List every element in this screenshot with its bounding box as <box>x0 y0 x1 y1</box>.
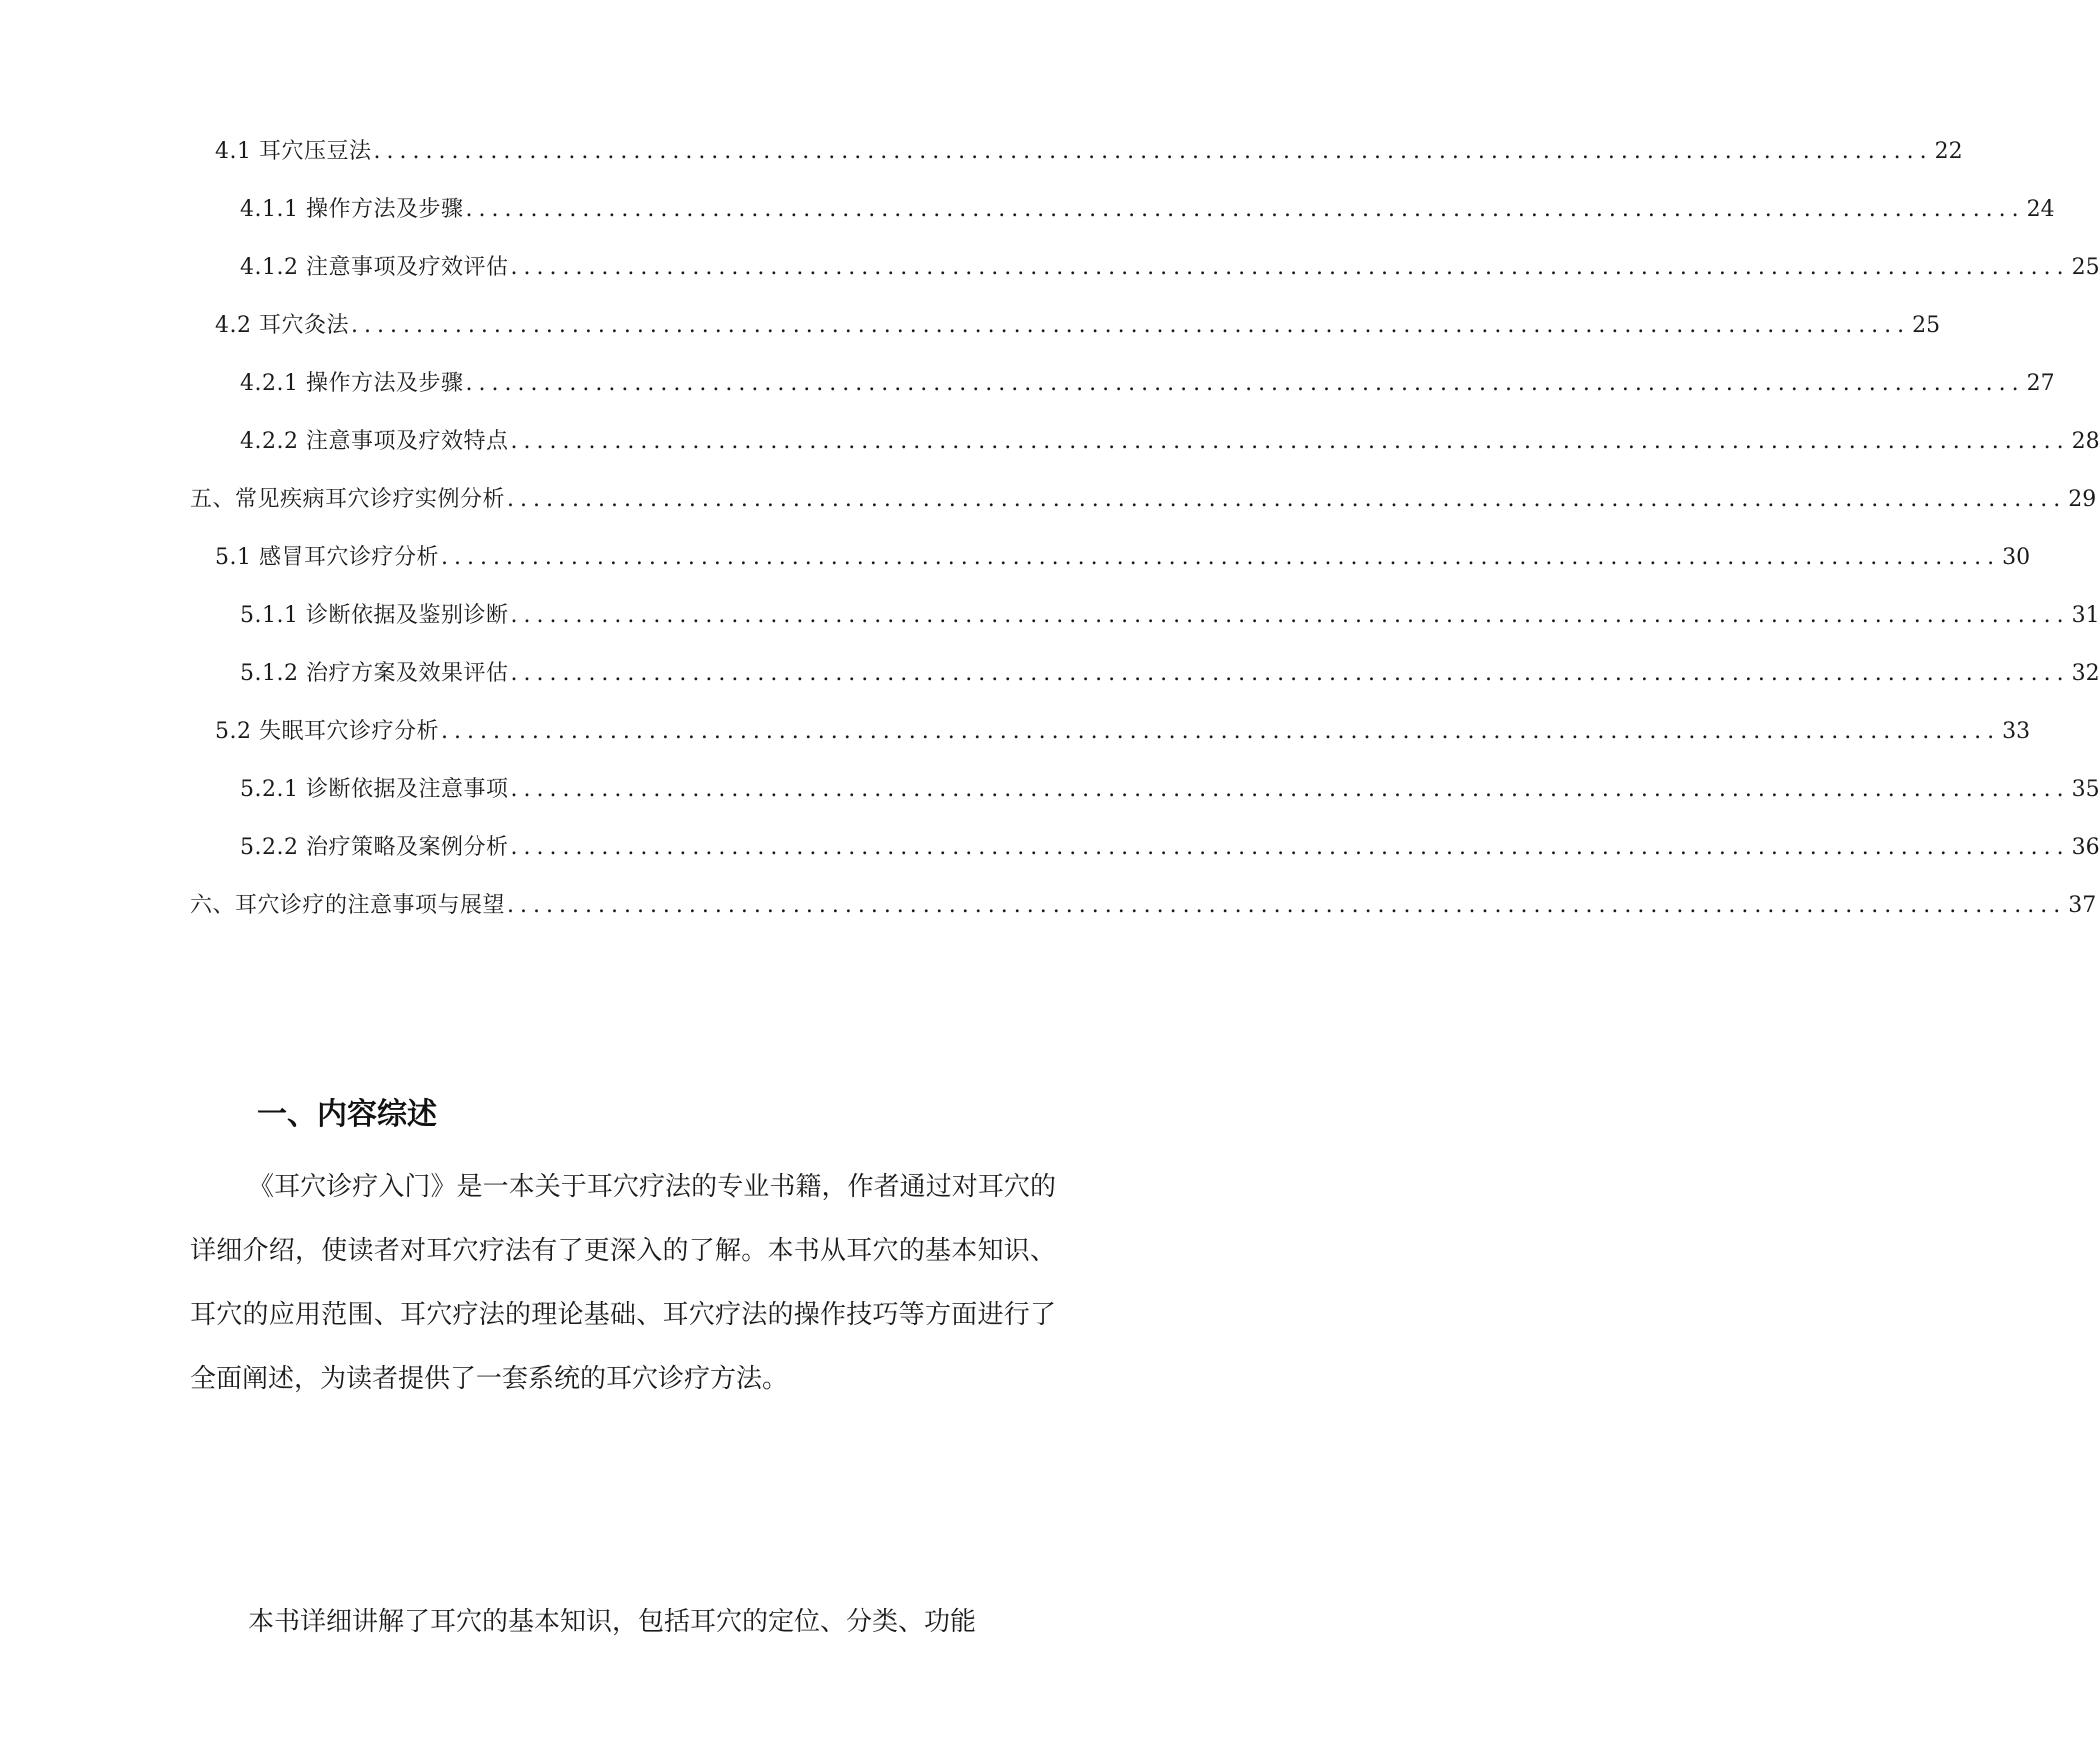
toc-entry-label: 4.2 耳穴灸法 <box>215 313 349 338</box>
toc-entry-label: 5.2.2 治疗策略及案例分析 <box>240 835 509 860</box>
toc-dot-leader: ........................................................................................................................ <box>510 777 2070 802</box>
toc-entry-page: 32 <box>2071 661 2100 686</box>
toc-dot-leader: ........................................................................................................................ <box>510 661 2070 686</box>
toc-entry-label: 5.1.1 诊断依据及鉴别诊断 <box>240 603 509 628</box>
section-heading: 一、内容综述 <box>257 1097 437 1132</box>
toc-entry-page: 28 <box>2071 429 2100 454</box>
toc-entry[interactable] <box>190 881 2097 921</box>
toc-entry[interactable] <box>215 533 2031 573</box>
toc-entry-page: 29 <box>2068 487 2097 512</box>
toc-dot-leader: ........................................................................................................................ <box>465 197 2025 222</box>
toc-entry[interactable] <box>215 127 1963 167</box>
toc-dot-leader: ........................................................................................................................ <box>507 893 2067 918</box>
toc-dot-leader: ........................................................................................................................ <box>510 835 2070 860</box>
toc-entry[interactable] <box>240 765 2100 805</box>
toc-entry-label: 5.1 感冒耳穴诊疗分析 <box>215 545 439 570</box>
toc-entry[interactable] <box>240 243 2100 283</box>
body-paragraph-2: 本书详细讲解了耳穴的基本知识，包括耳穴的定位、分类、功能 <box>248 1607 977 1637</box>
toc-entry-label: 4.1.1 操作方法及步骤 <box>240 197 464 222</box>
toc-entry-label: 4.1.2 注意事项及疗效评估 <box>240 255 509 280</box>
toc-entry-page: 36 <box>2071 835 2100 860</box>
toc-dot-leader: ........................................................................................................................ <box>373 139 1933 164</box>
toc-entry-page: 24 <box>2026 197 2055 222</box>
toc-entry-page: 25 <box>1912 313 1941 338</box>
toc-entry[interactable] <box>240 823 2100 863</box>
toc-entry-page: 37 <box>2068 893 2097 918</box>
toc-entry[interactable] <box>240 649 2100 689</box>
toc-entry-label: 4.2.2 注意事项及疗效特点 <box>240 429 509 454</box>
toc-entry-page: 22 <box>1934 139 1963 164</box>
toc-entry[interactable] <box>240 417 2100 457</box>
toc-entry[interactable] <box>190 475 2097 515</box>
toc-entry-label: 5.2 失眠耳穴诊疗分析 <box>215 719 439 744</box>
toc-dot-leader: ........................................................................................................................ <box>350 313 1911 338</box>
body-paragraph-1: 《耳穴诊疗入门》是一本关于耳穴疗法的专业书籍，作者通过对耳穴的详细介绍，使读者对耳穴疗法有了更深入的了解。本书从耳穴的基本知识、耳穴的应用范围、耳穴疗法的理论基础、耳穴疗法的操作技巧等方面进行了全面阐述，为读者提供了一套系统的耳穴诊疗方法。 <box>190 1172 1056 1394</box>
toc-entry-label: 4.1 耳穴压豆法 <box>215 139 372 164</box>
toc-dot-leader: ........................................................................................................................ <box>510 429 2070 454</box>
toc-entry[interactable] <box>240 185 2055 225</box>
toc-entry-page: 31 <box>2071 603 2100 628</box>
toc-entry-label: 5.1.2 治疗方案及效果评估 <box>240 661 509 686</box>
toc-entry-page: 33 <box>2002 719 2031 744</box>
toc-entry-label: 五、常见疾病耳穴诊疗实例分析 <box>190 487 506 512</box>
toc-dot-leader: ........................................................................................................................ <box>465 371 2025 396</box>
toc-entry-label: 六、耳穴诊疗的注意事项与展望 <box>190 893 506 918</box>
toc-entry-page: 30 <box>2002 545 2031 570</box>
toc-entry[interactable] <box>215 707 2031 747</box>
toc-entry-page: 27 <box>2026 371 2055 396</box>
toc-dot-leader: ........................................................................................................................ <box>440 719 2001 744</box>
toc-entry-label: 5.2.1 诊断依据及注意事项 <box>240 777 509 802</box>
toc-dot-leader: ........................................................................................................................ <box>510 255 2070 280</box>
toc-entry[interactable] <box>240 359 2055 399</box>
toc-entry[interactable] <box>240 591 2100 631</box>
toc-dot-leader: ........................................................................................................................ <box>440 545 2001 570</box>
toc-dot-leader: ........................................................................................................................ <box>507 487 2067 512</box>
toc-dot-leader: ........................................................................................................................ <box>510 603 2070 628</box>
toc-entry-page: 35 <box>2071 777 2100 802</box>
toc-entry-page: 25 <box>2071 255 2100 280</box>
toc-entry[interactable] <box>215 301 1941 341</box>
toc-entry-label: 4.2.1 操作方法及步骤 <box>240 371 464 396</box>
